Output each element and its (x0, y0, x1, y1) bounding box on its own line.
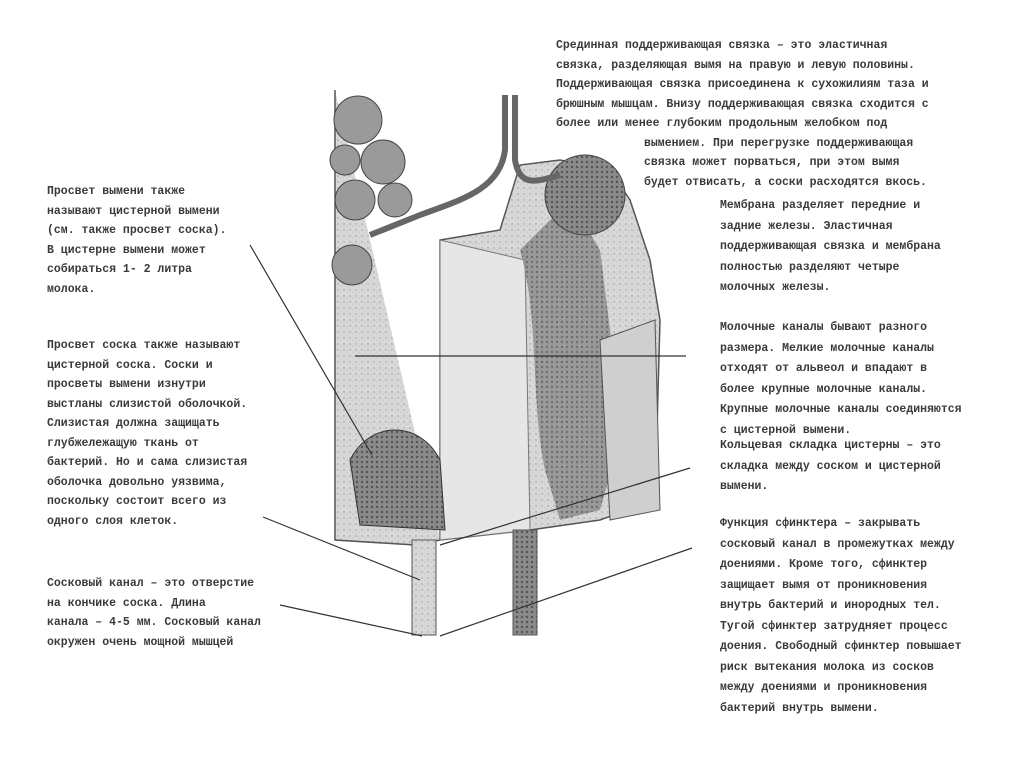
membrane-note (720, 196, 941, 299)
text-line: цистерной соска. Соски и (47, 358, 213, 372)
text-line: поддерживающая связка и мембрана (720, 240, 941, 253)
text-line: вымени. (720, 480, 769, 493)
text-line: связка может порваться, при этом вымя (644, 156, 900, 169)
text-line: Срединная поддерживающая связка – это эластичная (556, 39, 888, 52)
text-line: Тугой сфинктер затрудняет процесс (720, 619, 948, 633)
text-line: называют цистерной вымени (47, 204, 220, 218)
text-line: брюшным мышцам. Внизу поддерживающая связка сходится с (556, 97, 929, 111)
udder-cistern-note (47, 182, 226, 299)
text-line: бактерий. Но и сама слизистая (47, 456, 248, 469)
text-line: собираться 1- 2 литра (47, 263, 192, 276)
text-line: Крупные молочные каналы соединяются (720, 403, 962, 416)
text-line: Просвет вымени также (47, 185, 186, 198)
text-line: связка, разделяющая вымя на правую и левую половины. (556, 58, 915, 72)
text-line: поскольку состоит всего из (47, 495, 227, 508)
text-line: молочных железы. (720, 281, 831, 294)
annular-fold-note (720, 436, 941, 498)
text-line: отходят от альвеол и впадают в (720, 362, 928, 375)
text-line: доения. Свободный сфинктер повышает (720, 640, 962, 653)
teats (412, 530, 537, 635)
text-line: более или менее глубоким продольным желобком под (556, 117, 888, 130)
udder-cistern-glands (350, 430, 445, 530)
text-line: внутрь бактерий и инородных тел. (720, 599, 941, 612)
suspensory-ligament-note (556, 36, 929, 192)
text-line: сосковый канал в промежутках между (720, 537, 955, 551)
sphincter-note (720, 514, 962, 719)
text-line: риск вытекания молока из сосков (720, 660, 934, 674)
text-line: молока. (47, 282, 96, 296)
text-line: глубжележащую ткань от (47, 436, 199, 450)
text-line: просветы вымени изнутри (47, 378, 206, 391)
text-line: доениями. Кроме того, сфинктер (720, 558, 928, 571)
text-line: будет отвисать, а соски расходятся вкось. (644, 175, 927, 189)
text-line: полностью разделяют четыре (720, 260, 900, 274)
text-line: Сосковый канал – это отверстие (47, 577, 255, 590)
text-line: с цистерной вымени. (720, 423, 852, 437)
text-line: Функция сфинктера – закрывать (720, 517, 921, 530)
milk-ducts-note (720, 318, 962, 441)
text-line: защищает вымя от проникновения (720, 578, 928, 592)
text-line: Поддерживающая связка присоединена к сухожилиям таза и (556, 78, 929, 91)
text-line: В цистерне вымени может (47, 243, 206, 257)
text-line: размера. Мелкие молочные каналы (720, 341, 934, 355)
text-line: Просвет соска также называют (47, 339, 241, 352)
text-line: (см. также просвет соска). (47, 224, 227, 237)
text-line: Кольцевая складка цистерны – это (720, 439, 941, 452)
text-line: складка между соском и цистерной (720, 459, 941, 473)
text-line: Мембрана разделяет передние и (720, 199, 921, 212)
text-line: бактерий внутрь вымени. (720, 701, 879, 715)
text-line: вымением. При перегрузке поддерживающая (644, 136, 914, 150)
text-line: канала – 4-5 мм. Сосковый канал (47, 616, 261, 629)
text-line: оболочка довольно уязвима, (47, 475, 227, 489)
text-line: Слизистая должна защищать (47, 417, 220, 430)
text-line: выстланы слизистой оболочкой. (47, 397, 248, 411)
text-line: задние железы. Эластичная (720, 219, 893, 233)
text-line: между доениями и проникновения (720, 681, 928, 694)
text-line: Молочные каналы бывают разного (720, 321, 928, 334)
text-line: окружен очень мощной мышцей (47, 635, 234, 649)
text-line: на кончике соска. Длина (47, 596, 206, 610)
teat-canal-note (47, 574, 261, 652)
text-line: одного слоя клеток. (47, 514, 179, 528)
text-line: более крупные молочные каналы. (720, 382, 928, 396)
teat-cistern-note (47, 336, 247, 531)
